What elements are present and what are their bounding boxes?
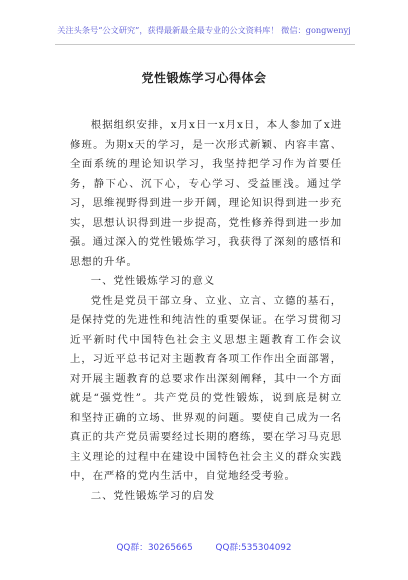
top-banner: 关注头条号“公文研究”，获得最新最全最专业的公文资料库！ 微信：gongwenyj [57, 25, 351, 35]
footer [0, 540, 408, 553]
paragraph-intro: 根据组织安排，x月x日一x月x日，本人参加了x进修班。为期x天的学习，是一次形式新颖、内容丰富、全面系统的理论知识学习，我坚持把学习作为首要任务，静下心、沉下心，专心学习、受益匪浅。通过学习，思维视野得到进一步开阔，理论知识得到进一步充实，思想认识得到进一步提高，党性修养得到进一步加强。通过深入的党性锻炼学习，我获得了深刻的感悟和思想的升华。 [70, 119, 342, 268]
footer-qq-group-2: QQ群:535304092 [215, 543, 292, 553]
section-heading-2: 二、党性锻炼学习的启发 [90, 489, 215, 502]
section-heading-1: 一、党性锻炼学习的意义 [90, 275, 215, 287]
document-body [70, 116, 342, 506]
document-title: 党性锻炼学习心得体会 [141, 71, 267, 85]
header-divider [55, 44, 355, 45]
paragraph-significance: 党性是党员干部立身、立业、立言、立德的基石，是保持党的先进性和纯洁性的重要保证。在学习贯彻习近平新时代中国特色社会主义思想主题教育工作会议上，习近平总书记对主题教育各项工作作出全面部署，对开展主题教育的总要求作出深刻阐释，其中一个方面就是“强党性”。共产党员的党性锻炼，说到底是树立和坚持正确的立场、世界观的问题。要使自己成为一名真正的共产党员需要经过长期的磨练，要在学习马克思主义理论的过程中在建设中国特色社会主义的群众实践中，在严格的党内生活中，自觉地经受考验。 [70, 294, 342, 482]
footer-qq-group-1: QQ群：30265665 [116, 543, 193, 553]
